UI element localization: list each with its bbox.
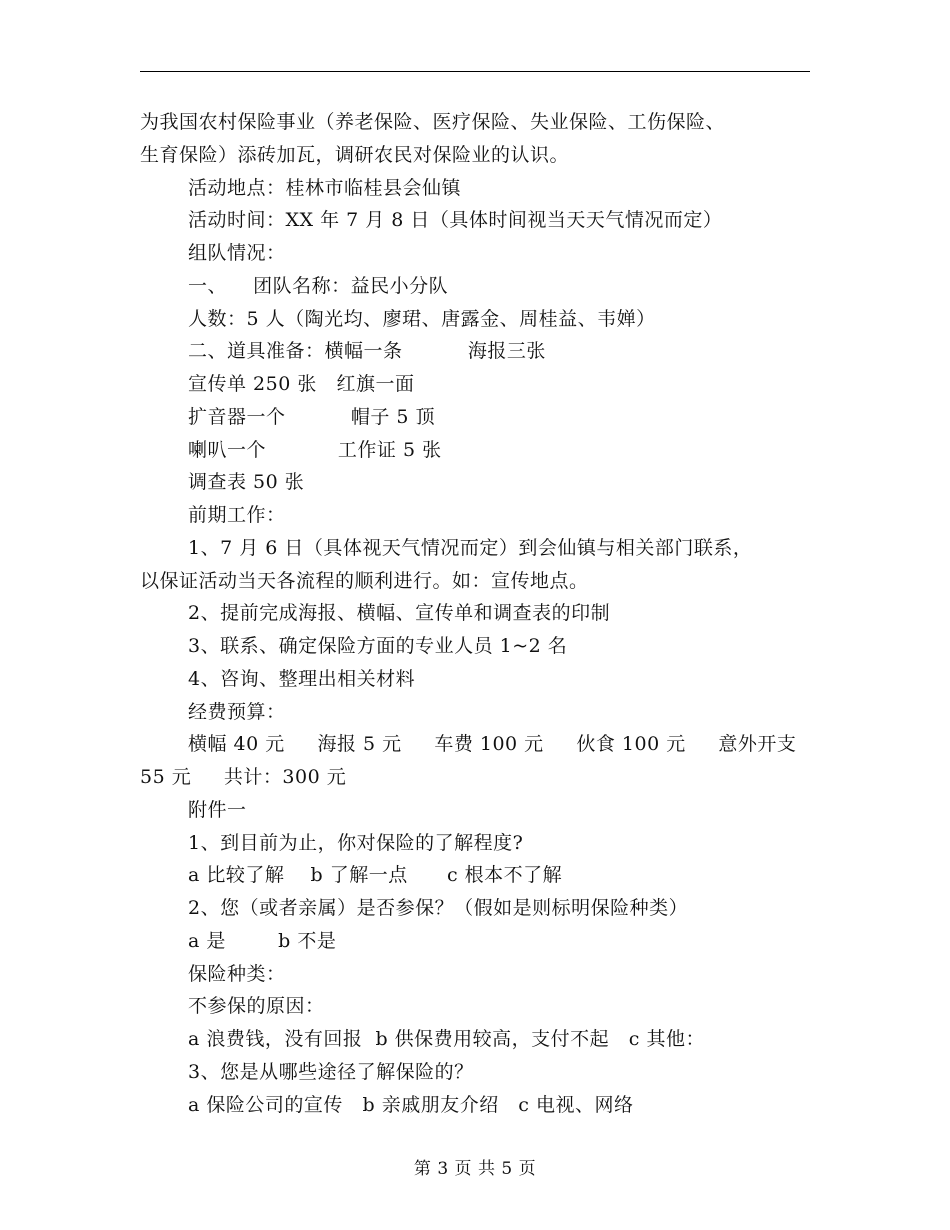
header-rule: [140, 71, 810, 72]
prep-item: 3、联系、确定保险方面的专业人员 1~2 名: [188, 635, 568, 657]
survey-options: a 保险公司的宣传 b 亲戚朋友介绍 c 电视、网络: [188, 1093, 634, 1116]
activity-location: 活动地点：桂林市临桂县会仙镇: [188, 176, 462, 199]
survey-question: 1、到目前为止，你对保险的了解程度?: [188, 831, 524, 854]
props-line: 调查表 50 张: [188, 471, 305, 494]
page-footer: 第 3 页 共 5 页: [413, 1159, 537, 1179]
budget-total: 55 元 共计：300 元: [140, 766, 347, 788]
survey-field: 保险种类：: [188, 962, 286, 985]
survey-question: 3、您是从哪些途径了解保险的？: [188, 1060, 474, 1083]
team-name: 一、 团队名称：益民小分队: [188, 274, 449, 297]
budget-heading: 经费预算：: [188, 700, 286, 723]
survey-options: a 是 b 不是: [188, 929, 337, 952]
props-line: 二、道具准备：横幅一条 海报三张: [188, 340, 546, 363]
appendix-title: 附件一: [188, 798, 247, 821]
document-body: [140, 106, 812, 1121]
survey-options: a 浪费钱，没有回报 b 供保费用较高，支付不起 c 其他：: [188, 1028, 705, 1050]
team-heading: 组队情况：: [188, 242, 286, 264]
props-line: 扩音器一个 帽子 5 顶: [188, 405, 436, 428]
survey-options: a 比较了解 b 了解一点 c 根本不了解: [188, 864, 563, 887]
activity-time: 活动时间：XX 年 7 月 8 日（具体时间视当天天气情况而定）: [188, 209, 723, 232]
paragraph-line: 为我国农村保险事业（养老保险、医疗保险、失业保险、工伤保险、: [140, 111, 726, 133]
prep-item: 4、咨询、整理出相关材料: [188, 667, 416, 690]
survey-field: 不参保的原因：: [188, 995, 325, 1018]
prep-heading: 前期工作：: [188, 504, 286, 526]
prep-item: 2、提前完成海报、横幅、宣传单和调查表的印制: [188, 602, 611, 625]
budget-items: 横幅 40 元 海报 5 元 车费 100 元 伙食 100 元 意外开支: [188, 733, 797, 756]
paragraph-line: 生育保险）添砖加瓦，调研农民对保险业的认识。: [140, 143, 570, 166]
prep-item: 1、7 月 6 日（具体视天气情况而定）到会仙镇与相关部门联系，: [188, 536, 753, 559]
props-line: 宣传单 250 张 红旗一面: [188, 373, 415, 395]
prep-item-continued: 以保证活动当天各流程的顺利进行。如：宣传地点。: [140, 569, 589, 592]
survey-question: 2、您（或者亲属）是否参保？（假如是则标明保险种类）: [188, 897, 689, 919]
props-line: 喇叭一个 工作证 5 张: [188, 438, 442, 461]
team-members: 人数：5 人（陶光均、廖珺、唐露金、周桂益、韦婵）: [188, 307, 656, 330]
